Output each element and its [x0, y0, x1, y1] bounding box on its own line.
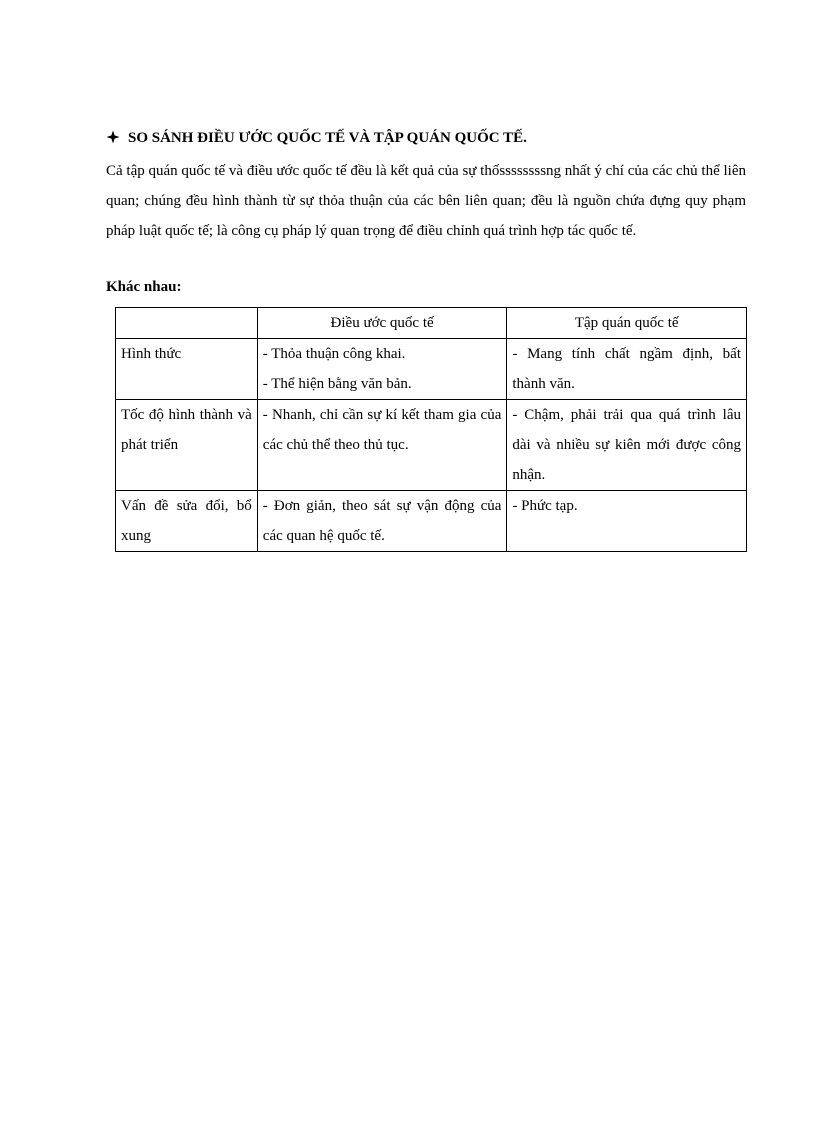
custom-cell: - Chậm, phải trải qua quá trình lâu dài và nhiều sự kiên mới được công nhận.	[507, 400, 747, 491]
treaty-line: - Đơn giản, theo sát sự vận động của các quan hệ quốc tế.	[262, 498, 502, 544]
treaty-line: - Nhanh, chỉ cần sự kí kết tham gia của các chủ thể theo thủ tục.	[262, 407, 502, 453]
treaty-cell	[257, 491, 507, 552]
header-cell-custom: Tập quán quốc tế	[507, 308, 747, 339]
header-cell-empty	[116, 308, 258, 339]
custom-cell: - Phức tạp.	[507, 491, 747, 552]
differences-label: Khác nhau:	[106, 279, 182, 295]
intro-paragraph: Cả tập quán quốc tế và điều ước quốc tế đều là kết quả của sự thốssssssssng nhất ý chí của các chủ thể liên quan; chúng đều hình thành từ sự thỏa thuận của các bên liên quan; đều là nguồn chứa đựng quy phạm pháp luật quốc tế; là công cụ pháp lý quan trọng để điều chỉnh quá trình hợp tác quốc tế.	[106, 163, 746, 239]
treaty-cell	[257, 400, 507, 491]
criterion-cell: Hình thức	[116, 339, 258, 400]
custom-cell: - Mang tính chất ngầm định, bất thành văn.	[507, 339, 747, 400]
table-row	[116, 491, 747, 552]
criterion-cell: Vấn đề sửa đổi, bổ xung	[116, 491, 258, 552]
diamond-bullet-icon	[106, 128, 128, 150]
section-heading-text: SO SÁNH ĐIỀU ƯỚC QUỐC TẾ VÀ TẬP QUÁN QUỐC TẾ.	[128, 130, 527, 146]
treaty-line: - Thỏa thuận công khai.	[262, 346, 406, 362]
treaty-line: - Thể hiện bằng văn bản.	[262, 376, 412, 392]
comparison-table	[115, 307, 747, 552]
treaty-cell	[257, 339, 507, 400]
header-cell-treaty: Điều ước quốc tế	[257, 308, 507, 339]
section-heading	[106, 127, 756, 150]
table-row	[116, 400, 747, 491]
table-row	[116, 339, 747, 400]
criterion-cell: Tốc độ hình thành và phát triển	[116, 400, 258, 491]
table-header-row	[116, 308, 747, 339]
